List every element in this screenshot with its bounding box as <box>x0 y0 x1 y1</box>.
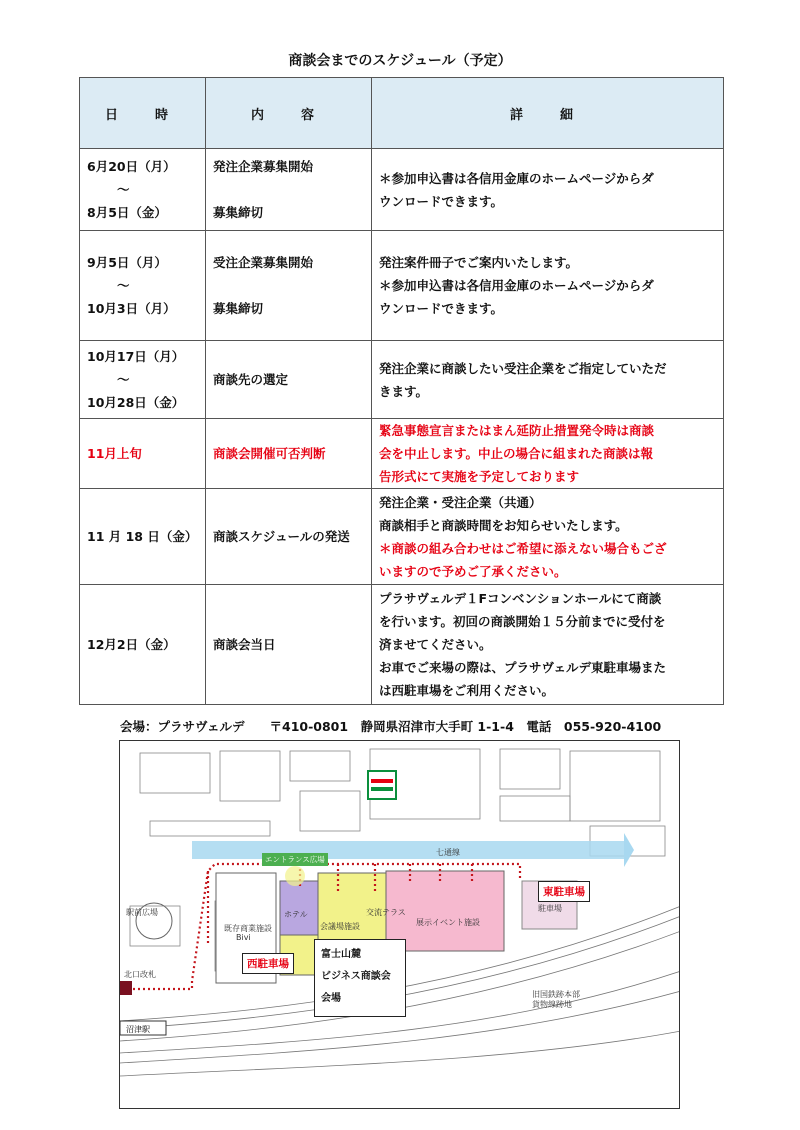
row-date: 12月2日（金） <box>80 585 206 705</box>
bivi-label-1: 既存商業施設 <box>224 924 272 933</box>
row-detail: 発注企業に商談したい受注企業をご指定していただ きます。 <box>372 341 724 419</box>
row-content: 商談会開催可否判断 <box>206 419 372 489</box>
row-date: 10月17日（月） ～ 10月28日（金） <box>80 341 206 419</box>
header-content: 内 容 <box>206 78 372 149</box>
row-date: 11月上旬 <box>80 419 206 489</box>
table-row <box>80 489 724 585</box>
jr-area-label-2: 貨物線跡地 <box>532 1000 572 1009</box>
nanatsu-road-label: 七通線 <box>436 848 460 857</box>
row-content: 商談会当日 <box>206 585 372 705</box>
venue-map <box>119 740 680 1109</box>
header-date: 日 時 <box>80 78 206 149</box>
row-date: 6月20日（月） ～ 8月5日（金） <box>80 149 206 231</box>
row-content: 商談スケジュールの発送 <box>206 489 372 585</box>
west-parking-label: 西駐車場 <box>242 953 294 974</box>
venue-callout: 富士山麓 ビジネス商談会 会場 <box>314 939 406 1017</box>
row-date: 11 月 18 日（金） <box>80 489 206 585</box>
row-detail: プラサヴェルデ１Fコンベンションホールにて商談 を行います。初回の商談開始１５分前までに受付を 済ませてください。 お車でご来場の際は、プラサヴェルデ東駐車場また は西駐車場をご利用ください。 <box>372 585 724 705</box>
schedule-table <box>79 77 724 705</box>
row-content: 受注企業募集開始 募集締切 <box>206 231 372 341</box>
numazu-station-label: 沼津駅 <box>126 1025 150 1034</box>
north-gate-label: 北口改札 <box>124 970 156 979</box>
row-date: 9月5日（月） ～ 10月3日（月） <box>80 231 206 341</box>
header-detail: 詳 細 <box>372 78 724 149</box>
table-row <box>80 341 724 419</box>
table-row <box>80 231 724 341</box>
hotel-building <box>280 881 318 935</box>
row-detail: 緊急事態宣言またはまん延防止措置発令時は商談 会を中止します。中止の場合に組まれた商談は報 告形式にて実施を予定しております <box>372 419 724 489</box>
row-detail: ＊参加申込書は各信用金庫のホームページからダ ウンロードできます。 <box>372 149 724 231</box>
row-content: 発注企業募集開始 募集締切 <box>206 149 372 231</box>
table-header-row <box>80 78 724 149</box>
hotel-label: ホテル <box>284 910 308 919</box>
conference-label: 会議場施設 <box>320 922 360 931</box>
nanatsu-road <box>192 841 624 859</box>
map-drawing <box>120 741 680 1109</box>
station-plaza-label: 駅前広場 <box>126 908 158 917</box>
bivi-label-2: Bivi <box>236 933 251 942</box>
exhibition-label: 展示イベント施設 <box>416 918 480 927</box>
parking-label: 駐車場 <box>538 904 562 913</box>
seven-icon <box>368 771 396 799</box>
row-detail: 発注案件冊子でご案内いたします。 ＊参加申込書は各信用金庫のホームページからダ ウンロードできます。 <box>372 231 724 341</box>
table-row <box>80 149 724 231</box>
east-parking-label: 東駐車場 <box>538 881 590 902</box>
row-detail: 発注企業・受注企業（共通） 商談相手と商談時間をお知らせいたします。 ＊商談の組み合わせはご希望に添えない場合もござ いますので予めご了承ください。 <box>372 489 724 585</box>
row-content: 商談先の選定 <box>206 341 372 419</box>
terrace-label: 交流テラス <box>366 908 406 917</box>
entrance-plaza-label: エントランス広場 <box>262 853 328 866</box>
table-row <box>80 585 724 705</box>
jr-area-label-1: 旧国鉄跡本部 <box>532 990 580 999</box>
table-row <box>80 419 724 489</box>
page-title: 商談会までのスケジュール（予定） <box>288 53 512 69</box>
venue-address: 会場：プラサヴェルデ 〒410-0801 静岡県沼津市大手町 1-1-4 電話 055-920-4100 <box>120 719 662 734</box>
